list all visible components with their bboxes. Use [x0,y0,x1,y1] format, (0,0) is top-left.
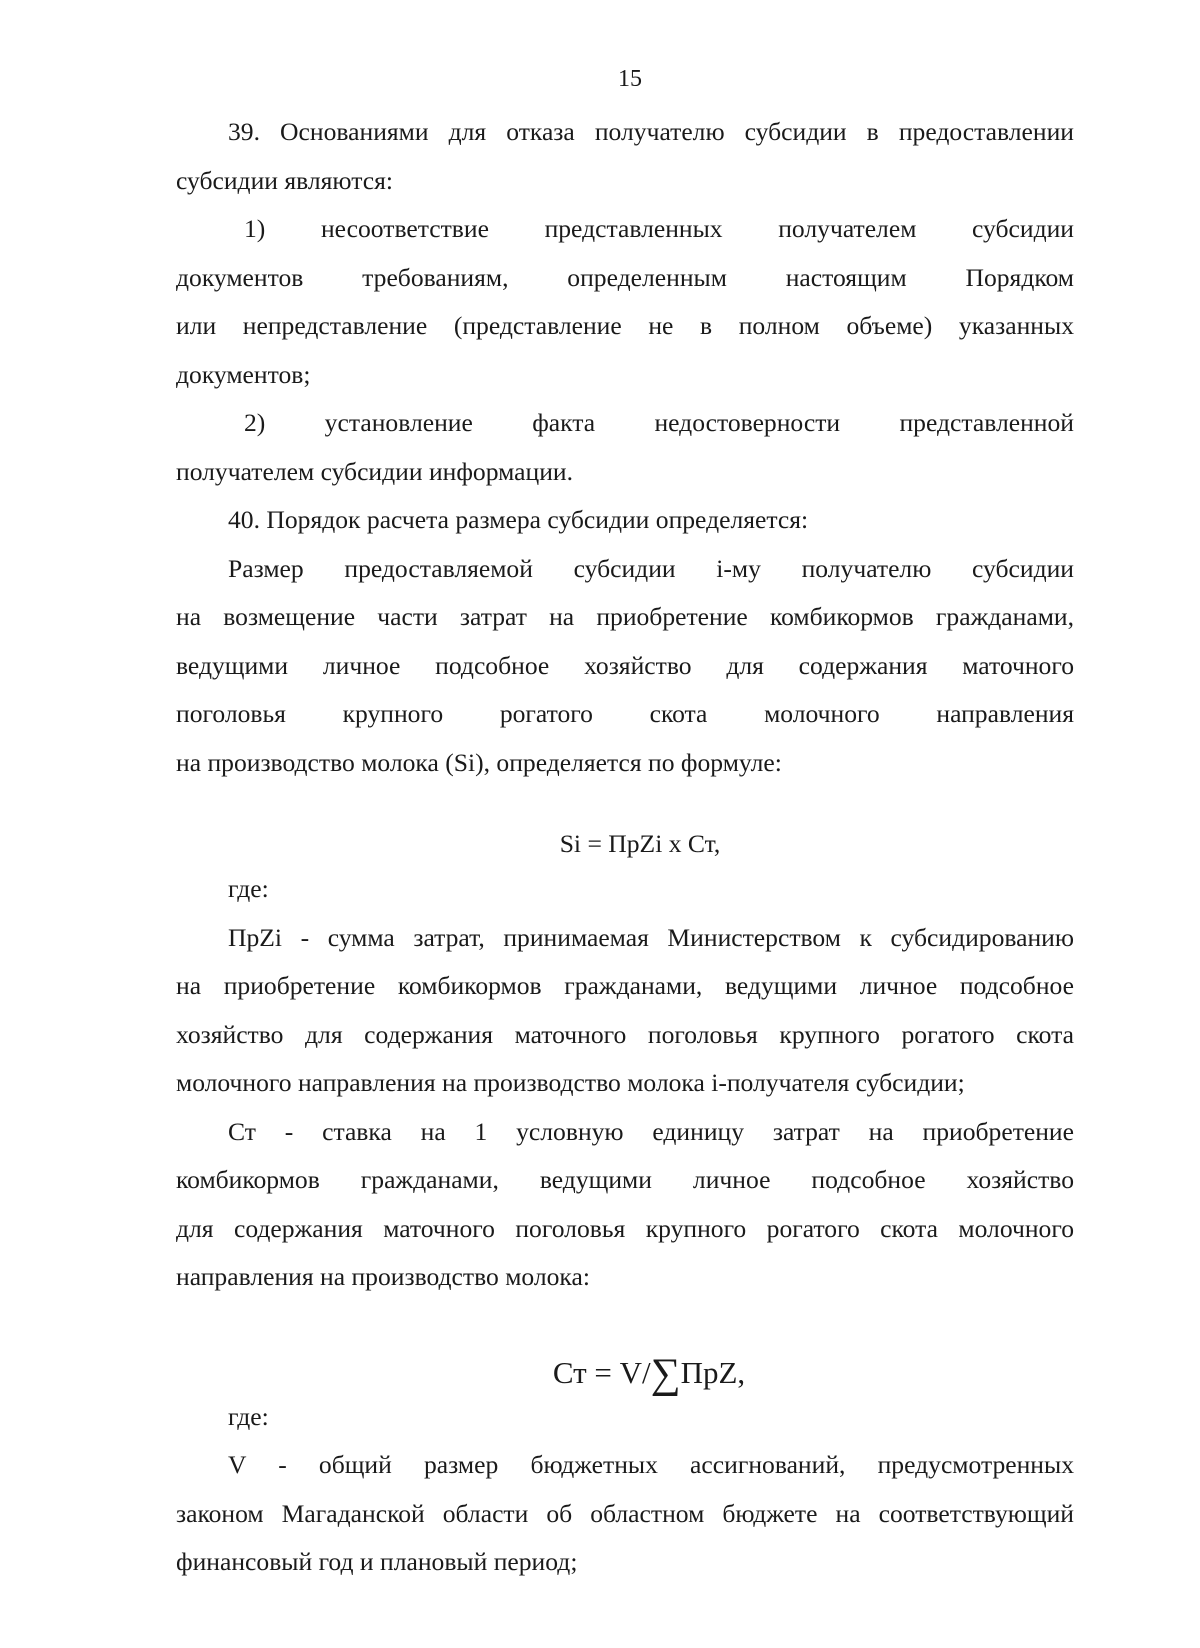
ct-definition-line-2: комбикормов гражданами, ведущими личное подсобное хозяйство [176,1165,1074,1194]
item-1-line-2: документов требованиям, определенным настоящим Порядком [176,262,1074,292]
page-number: 15 [618,66,642,92]
subsidy-size-line-1: Размер предоставляемой субсидии i-му получателю субсидии [228,553,1074,583]
item-1-line-3: или непредставление (представление не в полном объеме) указанных [176,311,1074,340]
v-definition-line-3: финансовый год и плановый период; [176,1547,578,1576]
subsidy-size-line-4: поголовья крупного рогатого скота молочного направления [176,699,1074,728]
sum-symbol-icon: ∑ [650,1350,681,1397]
ct-definition-line-1: Ст - ставка на 1 условную единицу затрат на приобретение [228,1116,1074,1146]
item-2-line-1: 2) установление факта недостоверности представленной [244,408,1074,437]
subsidy-size-line-3: ведущими личное подсобное хозяйство для содержания маточного [176,650,1074,680]
where-label-2: где: [228,1401,269,1431]
paragraph-39-line-1: 39. Основаниями для отказа получателю субсидии в предоставлении [228,117,1074,146]
ct-definition-line-4: направления на производство молока: [176,1262,590,1291]
subsidy-size-line-5: на производство молока (Si), определяется по формуле: [176,747,782,777]
przi-definition-line-1: ПрZi - сумма затрат, принимаемая Министерством к субсидированию [228,922,1074,952]
document-body [176,108,1074,1587]
item-2-line-2: получателем субсидии информации. [176,456,573,486]
v-definition-line-1: V - общий размер бюджетных ассигнований, предусмотренных [228,1450,1074,1479]
v-definition-line-2: законом Магаданской области об областном бюджете на соответствующий [176,1498,1074,1528]
formula-ct-right: ПрZ, [680,1354,746,1390]
przi-definition-line-2: на приобретение комбикормов гражданами, ведущими личное подсобное [176,971,1074,1000]
paragraph-40: 40. Порядок расчета размера субсидии определяется: [228,505,809,534]
item-1-line-1: 1) несоответствие представленных получателем субсидии [244,214,1074,243]
where-label-1: где: [228,874,269,903]
formula-ct [224,1346,1074,1397]
subsidy-size-line-2: на возмещение части затрат на приобретение комбикормов гражданами, [176,602,1074,631]
paragraph-39-line-2: субсидии являются: [176,165,393,195]
formula-si: Si = ПрZi x Ст, [559,829,721,858]
ct-definition-line-3: для содержания маточного поголовья крупного рогатого скота молочного [176,1213,1074,1243]
przi-definition-line-3: хозяйство для содержания маточного поголовья крупного рогатого скота [176,1019,1074,1049]
formula-ct-left: Ст = V/ [552,1354,651,1390]
item-1-line-4: документов; [176,359,311,389]
przi-definition-line-4: молочного направления на производство молока i-получателя субсидии; [176,1068,965,1097]
